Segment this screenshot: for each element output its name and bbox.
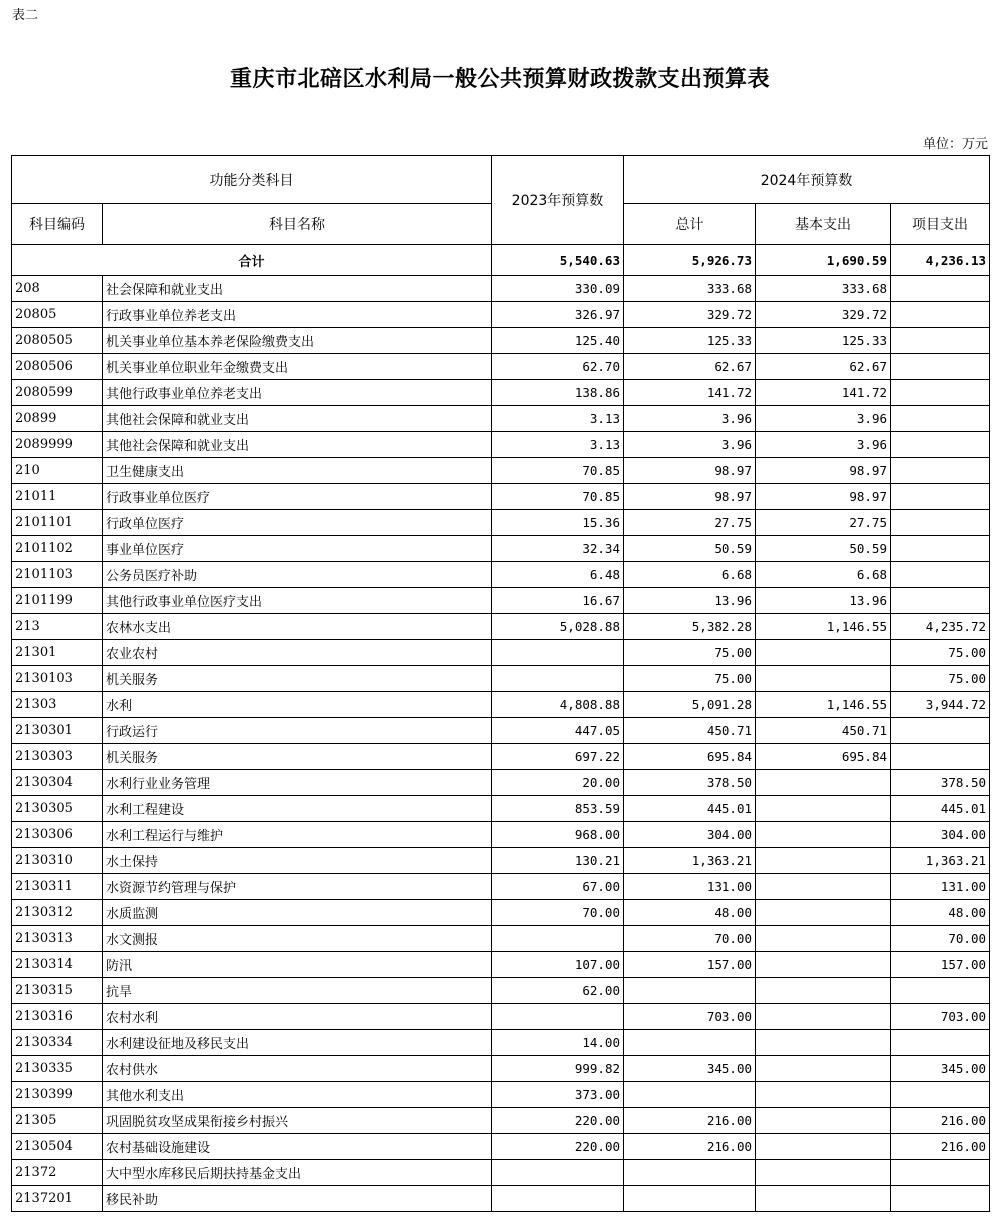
row-budget-2024-basic: 98.97 [756, 458, 891, 484]
row-budget-2023: 62.00 [492, 978, 624, 1004]
row-budget-2024-basic: 1,146.55 [756, 614, 891, 640]
row-name: 机关服务 [103, 666, 492, 692]
table-row [12, 978, 990, 1004]
row-budget-2023: 15.36 [492, 510, 624, 536]
table-body [12, 245, 990, 1212]
row-budget-2024-total [624, 1186, 756, 1212]
row-code: 2137201 [12, 1186, 103, 1212]
table-row [12, 302, 990, 328]
row-budget-2024-project [891, 744, 990, 770]
row-name: 移民补助 [103, 1186, 492, 1212]
table-row [12, 874, 990, 900]
row-budget-2024-basic: 695.84 [756, 744, 891, 770]
total-2024-project: 4,236.13 [891, 245, 990, 276]
row-budget-2024-basic [756, 640, 891, 666]
row-budget-2024-basic [756, 1186, 891, 1212]
table-row [12, 770, 990, 796]
table-row [12, 1082, 990, 1108]
header-functional-category: 功能分类科目 [12, 156, 492, 204]
row-code: 2130304 [12, 770, 103, 796]
header-budget-2023: 2023年预算数 [492, 156, 624, 245]
row-budget-2024-total: 75.00 [624, 666, 756, 692]
row-budget-2024-total: 48.00 [624, 900, 756, 926]
row-code: 208 [12, 276, 103, 302]
row-budget-2024-basic [756, 1056, 891, 1082]
row-budget-2024-project: 445.01 [891, 796, 990, 822]
row-code: 2089999 [12, 432, 103, 458]
row-name: 事业单位医疗 [103, 536, 492, 562]
row-budget-2023: 67.00 [492, 874, 624, 900]
row-budget-2024-project: 304.00 [891, 822, 990, 848]
row-code: 2130504 [12, 1134, 103, 1160]
row-name: 防汛 [103, 952, 492, 978]
table-row [12, 406, 990, 432]
row-budget-2024-basic: 6.68 [756, 562, 891, 588]
table-row [12, 588, 990, 614]
row-budget-2024-total: 304.00 [624, 822, 756, 848]
row-budget-2024-basic: 333.68 [756, 276, 891, 302]
row-code: 2130312 [12, 900, 103, 926]
row-budget-2023 [492, 1004, 624, 1030]
row-budget-2024-basic: 3.96 [756, 406, 891, 432]
row-code: 2080599 [12, 380, 103, 406]
row-budget-2024-basic: 27.75 [756, 510, 891, 536]
row-code: 21303 [12, 692, 103, 718]
row-name: 水利工程建设 [103, 796, 492, 822]
row-budget-2023: 697.22 [492, 744, 624, 770]
row-budget-2024-basic [756, 1082, 891, 1108]
row-budget-2024-basic: 98.97 [756, 484, 891, 510]
row-budget-2023: 4,808.88 [492, 692, 624, 718]
row-code: 21372 [12, 1160, 103, 1186]
row-name: 水利 [103, 692, 492, 718]
row-budget-2024-basic [756, 1004, 891, 1030]
row-budget-2024-basic: 125.33 [756, 328, 891, 354]
row-code: 2101102 [12, 536, 103, 562]
row-budget-2024-total: 216.00 [624, 1134, 756, 1160]
row-name: 卫生健康支出 [103, 458, 492, 484]
row-budget-2024-basic: 3.96 [756, 432, 891, 458]
row-name: 农业农村 [103, 640, 492, 666]
table-row [12, 796, 990, 822]
row-budget-2023: 330.09 [492, 276, 624, 302]
table-row [12, 640, 990, 666]
total-2023: 5,540.63 [492, 245, 624, 276]
row-name: 其他水利支出 [103, 1082, 492, 1108]
row-budget-2024-total: 5,091.28 [624, 692, 756, 718]
row-name: 其他行政事业单位医疗支出 [103, 588, 492, 614]
row-name: 水质监测 [103, 900, 492, 926]
row-budget-2023: 20.00 [492, 770, 624, 796]
row-budget-2023: 6.48 [492, 562, 624, 588]
row-budget-2024-project [891, 458, 990, 484]
row-budget-2024-basic [756, 952, 891, 978]
row-code: 20805 [12, 302, 103, 328]
row-budget-2024-total: 131.00 [624, 874, 756, 900]
row-name: 水利建设征地及移民支出 [103, 1030, 492, 1056]
row-budget-2024-total: 125.33 [624, 328, 756, 354]
row-code: 2130315 [12, 978, 103, 1004]
row-budget-2024-basic [756, 978, 891, 1004]
row-budget-2024-basic: 450.71 [756, 718, 891, 744]
row-budget-2024-total: 98.97 [624, 458, 756, 484]
table-row [12, 1056, 990, 1082]
row-name: 抗旱 [103, 978, 492, 1004]
row-budget-2024-total: 6.68 [624, 562, 756, 588]
unit-label: 单位：万元 [922, 137, 988, 152]
row-code: 2130313 [12, 926, 103, 952]
budget-table [11, 155, 990, 1212]
row-budget-2023: 3.13 [492, 406, 624, 432]
row-budget-2024-total: 216.00 [624, 1108, 756, 1134]
row-budget-2024-basic [756, 822, 891, 848]
row-budget-2024-total: 157.00 [624, 952, 756, 978]
row-name: 公务员医疗补助 [103, 562, 492, 588]
total-2024-basic: 1,690.59 [756, 245, 891, 276]
table-row [12, 900, 990, 926]
row-budget-2024-total: 695.84 [624, 744, 756, 770]
total-label: 合计 [12, 245, 492, 276]
row-name: 水资源节约管理与保护 [103, 874, 492, 900]
table-row [12, 744, 990, 770]
row-budget-2024-total [624, 1082, 756, 1108]
row-budget-2024-basic: 13.96 [756, 588, 891, 614]
row-budget-2023: 62.70 [492, 354, 624, 380]
table-number-label: 表二 [12, 8, 39, 23]
row-code: 21301 [12, 640, 103, 666]
row-code: 2130399 [12, 1082, 103, 1108]
row-budget-2024-total: 3.96 [624, 432, 756, 458]
row-budget-2023: 130.21 [492, 848, 624, 874]
row-name: 行政运行 [103, 718, 492, 744]
row-budget-2024-project [891, 588, 990, 614]
row-budget-2023: 3.13 [492, 432, 624, 458]
row-budget-2024-project: 48.00 [891, 900, 990, 926]
row-budget-2024-project: 157.00 [891, 952, 990, 978]
row-budget-2024-total: 70.00 [624, 926, 756, 952]
row-budget-2024-basic [756, 1160, 891, 1186]
row-code: 2101199 [12, 588, 103, 614]
table-row [12, 354, 990, 380]
row-budget-2024-project [891, 406, 990, 432]
row-budget-2024-total: 329.72 [624, 302, 756, 328]
row-code: 2130311 [12, 874, 103, 900]
row-budget-2024-basic [756, 796, 891, 822]
row-budget-2024-project [891, 354, 990, 380]
page-title: 重庆市北碚区水利局一般公共预算财政拨款支出预算表 [229, 66, 770, 92]
row-budget-2024-project: 345.00 [891, 1056, 990, 1082]
row-budget-2024-total: 98.97 [624, 484, 756, 510]
row-budget-2023 [492, 1186, 624, 1212]
row-budget-2024-total: 5,382.28 [624, 614, 756, 640]
row-budget-2023: 968.00 [492, 822, 624, 848]
table-row [12, 328, 990, 354]
row-code: 2130303 [12, 744, 103, 770]
row-budget-2024-total: 378.50 [624, 770, 756, 796]
row-budget-2024-basic: 50.59 [756, 536, 891, 562]
row-name: 农村水利 [103, 1004, 492, 1030]
table-row [12, 1030, 990, 1056]
row-name: 巩固脱贫攻坚成果衔接乡村振兴 [103, 1108, 492, 1134]
row-budget-2024-project [891, 380, 990, 406]
row-code: 2130306 [12, 822, 103, 848]
header-basic: 基本支出 [756, 204, 891, 245]
row-budget-2023: 999.82 [492, 1056, 624, 1082]
row-budget-2024-total: 1,363.21 [624, 848, 756, 874]
row-budget-2024-basic [756, 874, 891, 900]
row-budget-2024-project: 131.00 [891, 874, 990, 900]
row-code: 2130301 [12, 718, 103, 744]
row-code: 21305 [12, 1108, 103, 1134]
row-budget-2024-total: 345.00 [624, 1056, 756, 1082]
row-budget-2024-basic: 329.72 [756, 302, 891, 328]
row-budget-2024-basic [756, 926, 891, 952]
row-budget-2024-project [891, 432, 990, 458]
row-code: 2101101 [12, 510, 103, 536]
row-budget-2023: 138.86 [492, 380, 624, 406]
row-budget-2024-project [891, 718, 990, 744]
row-budget-2023 [492, 1160, 624, 1186]
row-budget-2024-total [624, 1160, 756, 1186]
row-code: 2130314 [12, 952, 103, 978]
row-name: 水利行业业务管理 [103, 770, 492, 796]
row-budget-2024-basic: 1,146.55 [756, 692, 891, 718]
row-name: 机关事业单位职业年金缴费支出 [103, 354, 492, 380]
row-budget-2024-project [891, 328, 990, 354]
row-budget-2024-basic: 62.67 [756, 354, 891, 380]
row-code: 2130334 [12, 1030, 103, 1056]
row-budget-2024-project: 70.00 [891, 926, 990, 952]
row-name: 行政事业单位医疗 [103, 484, 492, 510]
row-budget-2023: 125.40 [492, 328, 624, 354]
row-code: 2130103 [12, 666, 103, 692]
row-budget-2023: 220.00 [492, 1134, 624, 1160]
row-name: 农村供水 [103, 1056, 492, 1082]
row-budget-2023 [492, 926, 624, 952]
row-budget-2023: 326.97 [492, 302, 624, 328]
row-budget-2024-project: 4,235.72 [891, 614, 990, 640]
row-budget-2024-project [891, 562, 990, 588]
row-budget-2024-total [624, 978, 756, 1004]
row-budget-2024-project [891, 302, 990, 328]
table-row [12, 926, 990, 952]
row-budget-2024-total: 3.96 [624, 406, 756, 432]
row-code: 213 [12, 614, 103, 640]
table-row [12, 822, 990, 848]
row-name: 水土保持 [103, 848, 492, 874]
table-row [12, 1160, 990, 1186]
row-budget-2023: 70.85 [492, 458, 624, 484]
table-row [12, 848, 990, 874]
row-budget-2024-basic [756, 666, 891, 692]
header-code: 科目编码 [12, 204, 103, 245]
row-budget-2023: 16.67 [492, 588, 624, 614]
header-project: 项目支出 [891, 204, 990, 245]
header-name: 科目名称 [103, 204, 492, 245]
row-budget-2023: 70.85 [492, 484, 624, 510]
table-row [12, 484, 990, 510]
total-2024-total: 5,926.73 [624, 245, 756, 276]
row-budget-2023: 5,028.88 [492, 614, 624, 640]
table-row [12, 536, 990, 562]
row-budget-2024-project: 1,363.21 [891, 848, 990, 874]
row-name: 其他行政事业单位养老支出 [103, 380, 492, 406]
row-budget-2024-total: 333.68 [624, 276, 756, 302]
table-row [12, 458, 990, 484]
row-name: 水文测报 [103, 926, 492, 952]
table-row [12, 614, 990, 640]
row-budget-2024-total: 27.75 [624, 510, 756, 536]
row-budget-2024-basic: 141.72 [756, 380, 891, 406]
row-name: 其他社会保障和就业支出 [103, 432, 492, 458]
row-budget-2024-project: 378.50 [891, 770, 990, 796]
row-budget-2024-total: 75.00 [624, 640, 756, 666]
row-code: 2130335 [12, 1056, 103, 1082]
row-name: 机关服务 [103, 744, 492, 770]
row-budget-2024-project: 75.00 [891, 666, 990, 692]
row-budget-2024-basic [756, 900, 891, 926]
row-budget-2024-project [891, 536, 990, 562]
table-row [12, 276, 990, 302]
row-budget-2023: 32.34 [492, 536, 624, 562]
row-name: 社会保障和就业支出 [103, 276, 492, 302]
row-name: 农林水支出 [103, 614, 492, 640]
row-budget-2023: 107.00 [492, 952, 624, 978]
row-budget-2023: 853.59 [492, 796, 624, 822]
row-name: 机关事业单位基本养老保险缴费支出 [103, 328, 492, 354]
row-budget-2023: 373.00 [492, 1082, 624, 1108]
table-row [12, 692, 990, 718]
row-budget-2024-project [891, 276, 990, 302]
row-budget-2023: 70.00 [492, 900, 624, 926]
row-budget-2024-basic [756, 1030, 891, 1056]
row-name: 大中型水库移民后期扶持基金支出 [103, 1160, 492, 1186]
row-budget-2024-basic [756, 1108, 891, 1134]
row-name: 行政事业单位养老支出 [103, 302, 492, 328]
row-name: 水利工程运行与维护 [103, 822, 492, 848]
row-budget-2024-total: 450.71 [624, 718, 756, 744]
table-row [12, 510, 990, 536]
row-code: 2130316 [12, 1004, 103, 1030]
row-budget-2024-project [891, 1082, 990, 1108]
table-row [12, 562, 990, 588]
row-budget-2024-project [891, 1160, 990, 1186]
row-budget-2024-basic [756, 770, 891, 796]
row-budget-2024-total: 445.01 [624, 796, 756, 822]
row-budget-2024-project: 75.00 [891, 640, 990, 666]
row-budget-2024-project [891, 484, 990, 510]
row-code: 210 [12, 458, 103, 484]
table-row [12, 1186, 990, 1212]
row-budget-2024-total: 50.59 [624, 536, 756, 562]
row-code: 2080505 [12, 328, 103, 354]
row-budget-2023: 447.05 [492, 718, 624, 744]
header-total: 总计 [624, 204, 756, 245]
row-budget-2024-project: 3,944.72 [891, 692, 990, 718]
total-row [12, 245, 990, 276]
table-row [12, 1004, 990, 1030]
row-budget-2024-project [891, 1186, 990, 1212]
row-budget-2024-total [624, 1030, 756, 1056]
row-budget-2024-project: 216.00 [891, 1108, 990, 1134]
row-code: 20899 [12, 406, 103, 432]
row-budget-2024-basic [756, 1134, 891, 1160]
row-budget-2024-project [891, 510, 990, 536]
table-row [12, 380, 990, 406]
row-budget-2024-project: 216.00 [891, 1134, 990, 1160]
row-code: 2101103 [12, 562, 103, 588]
row-budget-2024-project [891, 978, 990, 1004]
row-budget-2023: 14.00 [492, 1030, 624, 1056]
row-name: 行政单位医疗 [103, 510, 492, 536]
row-code: 2130305 [12, 796, 103, 822]
table-row [12, 666, 990, 692]
row-budget-2024-project: 703.00 [891, 1004, 990, 1030]
table-row [12, 432, 990, 458]
row-code: 2080506 [12, 354, 103, 380]
row-budget-2024-total: 13.96 [624, 588, 756, 614]
table-row [12, 1108, 990, 1134]
row-code: 21011 [12, 484, 103, 510]
table-row [12, 1134, 990, 1160]
row-code: 2130310 [12, 848, 103, 874]
row-name: 农村基础设施建设 [103, 1134, 492, 1160]
header-budget-2024: 2024年预算数 [624, 156, 990, 204]
row-budget-2023 [492, 640, 624, 666]
row-budget-2024-total: 62.67 [624, 354, 756, 380]
row-name: 其他社会保障和就业支出 [103, 406, 492, 432]
row-budget-2024-total: 703.00 [624, 1004, 756, 1030]
row-budget-2024-basic [756, 848, 891, 874]
row-budget-2024-project [891, 1030, 990, 1056]
row-budget-2023: 220.00 [492, 1108, 624, 1134]
table-row [12, 718, 990, 744]
row-budget-2023 [492, 666, 624, 692]
row-budget-2024-total: 141.72 [624, 380, 756, 406]
table-row [12, 952, 990, 978]
